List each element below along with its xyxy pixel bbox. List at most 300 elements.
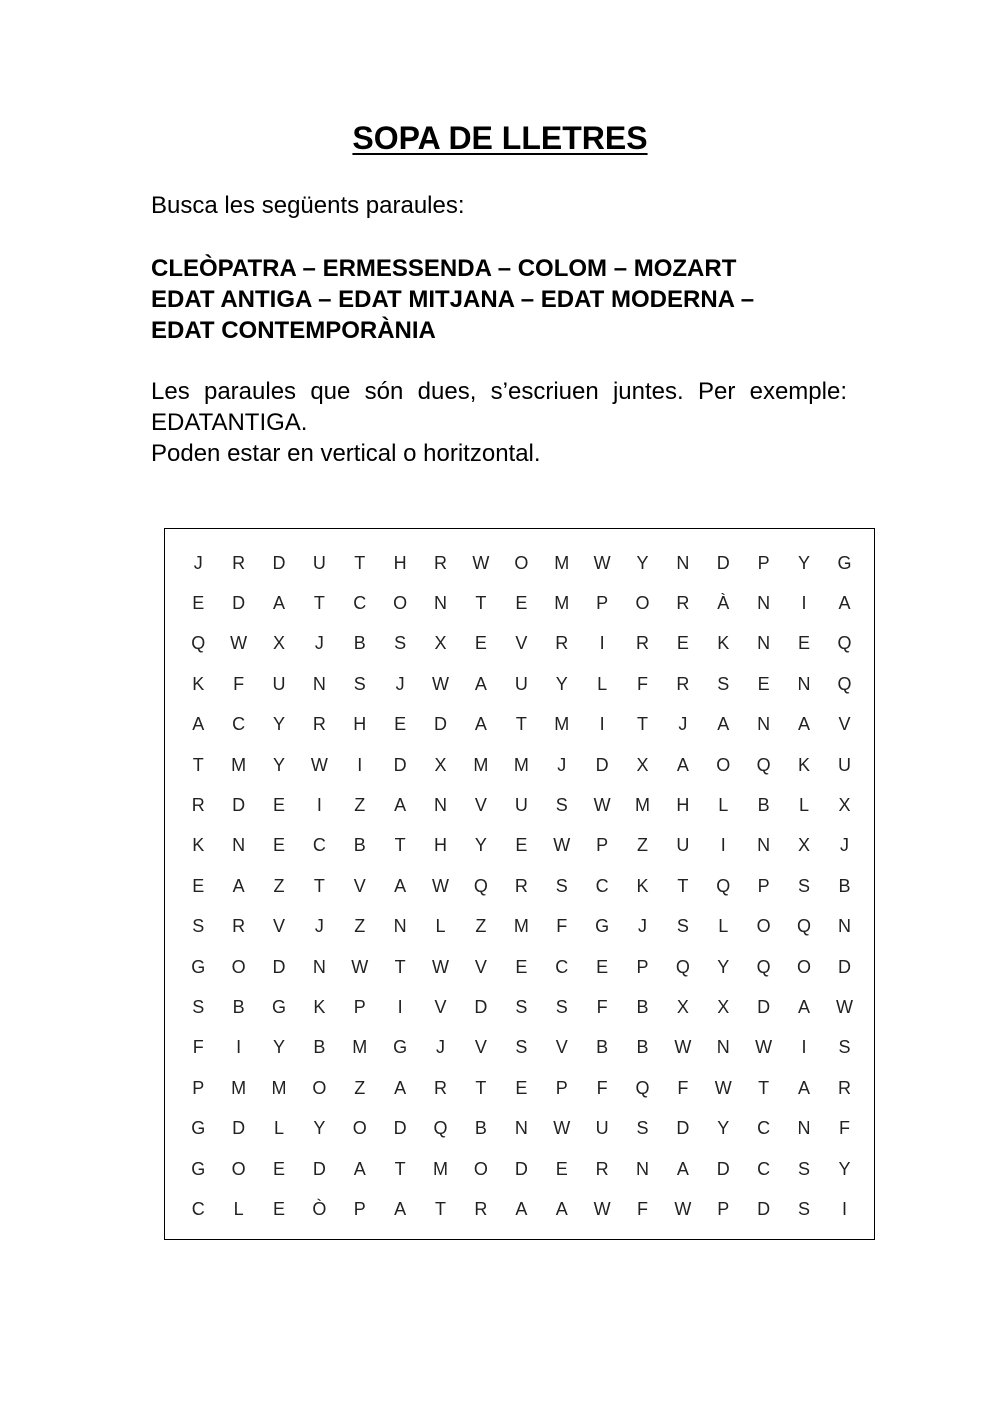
grid-letter[interactable]: S bbox=[838, 1037, 851, 1058]
grid-letter[interactable]: P bbox=[757, 552, 770, 573]
grid-letter[interactable]: B bbox=[232, 996, 245, 1017]
grid-letter[interactable]: X bbox=[798, 835, 811, 856]
grid-letter[interactable]: E bbox=[555, 1158, 568, 1179]
grid-letter[interactable]: P bbox=[353, 996, 366, 1017]
grid-letter[interactable]: V bbox=[555, 1037, 568, 1058]
grid-letter[interactable]: V bbox=[353, 875, 366, 896]
grid-letter[interactable]: C bbox=[191, 1198, 205, 1219]
grid-letter[interactable]: N bbox=[312, 673, 326, 694]
grid-letter[interactable]: R bbox=[514, 875, 528, 896]
grid-letter[interactable]: D bbox=[676, 1118, 690, 1139]
grid-letter[interactable]: E bbox=[272, 1198, 285, 1219]
grid-letter[interactable]: X bbox=[434, 633, 447, 654]
grid-letter[interactable]: A bbox=[394, 1077, 407, 1098]
grid-letter[interactable]: L bbox=[718, 916, 729, 937]
grid-letter[interactable]: Y bbox=[313, 1118, 326, 1139]
grid-letter[interactable]: A bbox=[394, 1198, 407, 1219]
grid-letter[interactable]: A bbox=[394, 875, 407, 896]
grid-letter[interactable]: F bbox=[636, 673, 648, 694]
grid-letter[interactable]: Q bbox=[716, 875, 731, 896]
grid-letter[interactable]: Z bbox=[354, 795, 366, 816]
grid-letter[interactable]: D bbox=[312, 1158, 326, 1179]
grid-letter[interactable]: Q bbox=[837, 633, 852, 654]
grid-letter[interactable]: E bbox=[676, 633, 689, 654]
grid-letter[interactable]: F bbox=[192, 1037, 204, 1058]
grid-letter[interactable]: L bbox=[718, 795, 729, 816]
grid-letter[interactable]: F bbox=[596, 1077, 608, 1098]
grid-letter[interactable]: S bbox=[192, 996, 205, 1017]
grid-letter[interactable]: X bbox=[838, 795, 851, 816]
grid-letter[interactable]: P bbox=[717, 1198, 730, 1219]
grid-letter[interactable]: J bbox=[314, 916, 324, 937]
grid-letter[interactable]: W bbox=[593, 552, 611, 573]
grid-letter[interactable]: A bbox=[798, 714, 811, 735]
grid-letter[interactable]: S bbox=[798, 1198, 811, 1219]
grid-letter[interactable]: U bbox=[312, 552, 326, 573]
grid-letter[interactable]: A bbox=[676, 1158, 689, 1179]
grid-letter[interactable]: X bbox=[272, 633, 285, 654]
grid-letter[interactable]: E bbox=[515, 593, 528, 614]
grid-letter[interactable]: B bbox=[636, 1037, 649, 1058]
grid-letter[interactable]: S bbox=[636, 1118, 649, 1139]
word-list-line: EDAT ANTIGA – EDAT MITJANA – EDAT MODERNA – bbox=[151, 286, 755, 313]
grid-letter[interactable]: C bbox=[555, 956, 569, 977]
grid-letter[interactable]: J bbox=[436, 1037, 446, 1058]
grid-letter[interactable]: C bbox=[757, 1158, 771, 1179]
intro-text: Busca les següents paraules: bbox=[151, 192, 465, 219]
grid-letter[interactable]: D bbox=[393, 1118, 407, 1139]
grid-letter[interactable]: L bbox=[435, 916, 446, 937]
grid-letter[interactable]: A bbox=[798, 996, 811, 1017]
grid-letter[interactable]: T bbox=[677, 875, 689, 896]
grid-letter[interactable]: X bbox=[717, 996, 730, 1017]
grid-letter[interactable]: E bbox=[394, 714, 407, 735]
grid-letter[interactable]: D bbox=[272, 552, 286, 573]
grid-letter[interactable]: F bbox=[636, 1198, 648, 1219]
grid-letter[interactable]: K bbox=[717, 633, 730, 654]
grid-letter[interactable]: N bbox=[837, 916, 851, 937]
grid-letter[interactable]: E bbox=[515, 835, 528, 856]
grid-letter[interactable]: N bbox=[797, 673, 811, 694]
grid-letter[interactable]: C bbox=[312, 835, 326, 856]
grid-letter[interactable]: Y bbox=[636, 552, 649, 573]
grid-letter[interactable]: R bbox=[555, 633, 569, 654]
word-list-line: CLEÒPATRA – ERMESSENDA – COLOM – MOZART bbox=[151, 255, 737, 282]
grid-letter[interactable]: C bbox=[757, 1118, 771, 1139]
grid-letter[interactable]: M bbox=[554, 714, 570, 735]
grid-letter[interactable]: T bbox=[394, 1158, 406, 1179]
grid-letter[interactable]: O bbox=[635, 593, 650, 614]
grid-letter[interactable]: E bbox=[515, 1077, 528, 1098]
grid-letter[interactable]: Ò bbox=[312, 1198, 327, 1219]
grid-letter[interactable]: W bbox=[472, 552, 490, 573]
grid-letter[interactable]: S bbox=[676, 916, 689, 937]
grid-letter[interactable]: X bbox=[434, 754, 447, 775]
grid-letter[interactable]: W bbox=[553, 1118, 571, 1139]
grid-letter[interactable]: Z bbox=[354, 1077, 366, 1098]
grid-letter[interactable]: S bbox=[353, 673, 366, 694]
grid-letter[interactable]: W bbox=[432, 956, 450, 977]
grid-letter[interactable]: D bbox=[434, 714, 448, 735]
grid-letter[interactable]: Q bbox=[191, 633, 206, 654]
grid-letter[interactable]: W bbox=[714, 1077, 732, 1098]
grid-letter[interactable]: B bbox=[757, 795, 770, 816]
grid-letter[interactable]: B bbox=[838, 875, 851, 896]
grid-letter[interactable]: I bbox=[801, 1037, 807, 1058]
grid-letter[interactable]: O bbox=[231, 956, 246, 977]
grid-letter[interactable]: P bbox=[596, 593, 609, 614]
grid-letter[interactable]: T bbox=[394, 956, 406, 977]
grid-letter[interactable]: C bbox=[595, 875, 609, 896]
grid-letter[interactable]: H bbox=[676, 795, 690, 816]
grid-letter[interactable]: W bbox=[351, 956, 369, 977]
grid-letter[interactable]: W bbox=[593, 795, 611, 816]
grid-letter[interactable]: W bbox=[674, 1198, 692, 1219]
grid-letter[interactable]: Y bbox=[474, 835, 487, 856]
grid-letter[interactable]: N bbox=[635, 1158, 649, 1179]
grid-letter[interactable]: S bbox=[798, 1158, 811, 1179]
instructions bbox=[151, 376, 847, 469]
grid-letter[interactable]: W bbox=[674, 1037, 692, 1058]
grid-letter[interactable]: E bbox=[192, 875, 205, 896]
grid-letter[interactable]: F bbox=[596, 996, 608, 1017]
grid-letter[interactable]: W bbox=[593, 1198, 611, 1219]
grid-letter[interactable]: U bbox=[514, 673, 528, 694]
grid-letter[interactable]: V bbox=[272, 916, 285, 937]
grid-letter[interactable]: R bbox=[232, 552, 246, 573]
grid-letter[interactable]: T bbox=[515, 714, 527, 735]
grid-letter[interactable]: D bbox=[595, 754, 609, 775]
grid-letter[interactable]: S bbox=[515, 996, 528, 1017]
grid-letter[interactable]: N bbox=[434, 593, 448, 614]
grid-letter[interactable]: D bbox=[232, 593, 246, 614]
grid-letter[interactable]: J bbox=[314, 633, 324, 654]
grid-letter[interactable]: D bbox=[232, 795, 246, 816]
grid-letter[interactable]: R bbox=[191, 795, 205, 816]
grid-letter[interactable]: G bbox=[191, 1118, 206, 1139]
grid-letter[interactable]: N bbox=[757, 835, 771, 856]
grid-letter[interactable]: Y bbox=[838, 1158, 851, 1179]
grid-letter[interactable]: R bbox=[232, 916, 246, 937]
grid-letter[interactable]: M bbox=[271, 1077, 287, 1098]
grid-letter[interactable]: N bbox=[757, 714, 771, 735]
grid-letter[interactable]: S bbox=[394, 633, 407, 654]
word-list-line: EDAT CONTEMPORÀNIA bbox=[151, 317, 436, 344]
grid-letter[interactable]: G bbox=[393, 1037, 408, 1058]
grid-letter[interactable]: Y bbox=[272, 754, 285, 775]
grid-letter[interactable]: D bbox=[232, 1118, 246, 1139]
grid-letter[interactable]: U bbox=[595, 1118, 609, 1139]
grid-letter[interactable]: T bbox=[313, 593, 325, 614]
grid-letter[interactable]: H bbox=[393, 552, 407, 573]
grid-letter[interactable]: O bbox=[231, 1158, 246, 1179]
grid-letter[interactable]: L bbox=[273, 1118, 284, 1139]
grid-letter[interactable]: Q bbox=[635, 1077, 650, 1098]
grid-letter[interactable]: S bbox=[555, 996, 568, 1017]
grid-letter[interactable]: R bbox=[837, 1077, 851, 1098]
grid-letter[interactable]: D bbox=[474, 996, 488, 1017]
grid-letter[interactable]: Y bbox=[272, 714, 285, 735]
grid-letter[interactable]: E bbox=[757, 673, 770, 694]
grid-letter[interactable]: G bbox=[595, 916, 610, 937]
grid-letter[interactable]: V bbox=[474, 956, 487, 977]
grid-letter[interactable]: Z bbox=[636, 835, 648, 856]
page-title bbox=[0, 120, 1000, 157]
grid-letter[interactable]: U bbox=[837, 754, 851, 775]
page-title-text: SOPA DE LLETRES bbox=[352, 120, 648, 156]
grid-letter[interactable]: J bbox=[678, 714, 688, 735]
grid-letter[interactable]: J bbox=[839, 835, 849, 856]
grid-letter[interactable]: O bbox=[756, 916, 771, 937]
grid-letter[interactable]: B bbox=[353, 835, 366, 856]
grid-letter[interactable]: M bbox=[554, 552, 570, 573]
grid-letter[interactable]: R bbox=[635, 633, 649, 654]
grid-letter[interactable]: N bbox=[757, 593, 771, 614]
grid-letter[interactable]: J bbox=[395, 673, 405, 694]
grid-letter[interactable]: O bbox=[352, 1118, 367, 1139]
grid-letter[interactable]: A bbox=[555, 1198, 568, 1219]
grid-letter[interactable]: E bbox=[596, 956, 609, 977]
grid-letter[interactable]: A bbox=[272, 593, 285, 614]
grid-letter[interactable]: D bbox=[716, 1158, 730, 1179]
grid-letter[interactable]: W bbox=[432, 875, 450, 896]
grid-letter[interactable]: B bbox=[353, 633, 366, 654]
grid-letter[interactable]: I bbox=[841, 1198, 847, 1219]
grid-letter[interactable]: A bbox=[798, 1077, 811, 1098]
grid-letter[interactable]: W bbox=[755, 1037, 773, 1058]
grid-letter[interactable]: M bbox=[352, 1037, 368, 1058]
grid-letter[interactable]: G bbox=[271, 996, 286, 1017]
grid-letter[interactable]: F bbox=[233, 673, 245, 694]
instructions-line-joined-words: Les paraules que són dues, s’escriuen juntes. Per exemple: EDATANTIGA. bbox=[151, 378, 847, 436]
instructions-line-directions: Poden estar en vertical o horitzontal. bbox=[151, 440, 541, 467]
grid-letter[interactable]: Q bbox=[756, 754, 771, 775]
grid-letter[interactable]: I bbox=[599, 714, 605, 735]
grid-letter[interactable]: W bbox=[230, 633, 248, 654]
grid-letter[interactable]: T bbox=[475, 1077, 487, 1098]
grid-letter[interactable]: R bbox=[676, 593, 690, 614]
grid-letter[interactable]: O bbox=[716, 754, 731, 775]
grid-letter[interactable]: P bbox=[636, 956, 649, 977]
grid-letter[interactable]: D bbox=[716, 552, 730, 573]
grid-letter[interactable]: A bbox=[353, 1158, 366, 1179]
grid-letter[interactable]: N bbox=[232, 835, 246, 856]
grid-letter[interactable]: A bbox=[515, 1198, 528, 1219]
grid-letter[interactable]: L bbox=[799, 795, 810, 816]
grid-letter[interactable]: Q bbox=[473, 875, 488, 896]
grid-letter[interactable]: D bbox=[393, 754, 407, 775]
grid-letter[interactable]: U bbox=[676, 835, 690, 856]
grid-letter[interactable]: W bbox=[432, 673, 450, 694]
grid-letter[interactable]: R bbox=[434, 552, 448, 573]
grid-letter[interactable]: M bbox=[433, 1158, 449, 1179]
grid-letter[interactable]: P bbox=[555, 1077, 568, 1098]
grid-letter[interactable]: N bbox=[797, 1118, 811, 1139]
grid-letter[interactable]: V bbox=[474, 795, 487, 816]
grid-letter[interactable]: S bbox=[555, 795, 568, 816]
grid-letter[interactable]: S bbox=[798, 875, 811, 896]
grid-letter[interactable]: S bbox=[555, 875, 568, 896]
grid-letter[interactable]: L bbox=[597, 673, 608, 694]
grid-letter[interactable]: W bbox=[835, 996, 853, 1017]
grid-letter[interactable]: S bbox=[192, 916, 205, 937]
grid-letter[interactable]: F bbox=[838, 1118, 850, 1139]
grid-letter[interactable]: Q bbox=[433, 1118, 448, 1139]
grid-letter[interactable]: I bbox=[397, 996, 403, 1017]
grid-letter[interactable]: I bbox=[357, 754, 363, 775]
grid-letter[interactable]: Z bbox=[273, 875, 285, 896]
grid-letter[interactable]: K bbox=[192, 835, 205, 856]
grid-letter[interactable]: T bbox=[354, 552, 366, 573]
grid-letter[interactable]: R bbox=[434, 1077, 448, 1098]
grid-letter[interactable]: P bbox=[596, 835, 609, 856]
grid-letter[interactable]: X bbox=[676, 996, 689, 1017]
grid-letter[interactable]: A bbox=[192, 714, 205, 735]
grid-letter[interactable]: E bbox=[515, 956, 528, 977]
grid-letter[interactable]: C bbox=[353, 593, 367, 614]
grid-letter[interactable]: C bbox=[232, 714, 246, 735]
grid-letter[interactable]: A bbox=[232, 875, 245, 896]
grid-letter[interactable]: O bbox=[514, 552, 529, 573]
grid-letter[interactable]: B bbox=[596, 1037, 609, 1058]
grid-letter[interactable]: I bbox=[316, 795, 322, 816]
grid-letter[interactable]: R bbox=[676, 673, 690, 694]
grid-letter[interactable]: Z bbox=[354, 916, 366, 937]
grid-letter[interactable]: T bbox=[636, 714, 648, 735]
grid-letter[interactable]: D bbox=[757, 1198, 771, 1219]
grid-letter[interactable]: G bbox=[191, 1158, 206, 1179]
grid-letter[interactable]: E bbox=[272, 795, 285, 816]
grid-letter[interactable]: L bbox=[233, 1198, 244, 1219]
grid-letter[interactable]: T bbox=[313, 875, 325, 896]
grid-letter[interactable]: R bbox=[595, 1158, 609, 1179]
grid-letter[interactable]: A bbox=[474, 714, 487, 735]
grid-letter[interactable]: E bbox=[474, 633, 487, 654]
grid-letter[interactable]: V bbox=[434, 996, 447, 1017]
grid-letter[interactable]: W bbox=[310, 754, 328, 775]
grid-letter[interactable]: B bbox=[636, 996, 649, 1017]
grid-letter[interactable]: I bbox=[720, 835, 726, 856]
grid-letter[interactable]: A bbox=[838, 593, 851, 614]
grid-letter[interactable]: G bbox=[191, 956, 206, 977]
grid-letter[interactable]: Y bbox=[717, 1118, 730, 1139]
grid-letter[interactable]: Z bbox=[475, 916, 487, 937]
grid-letter[interactable]: E bbox=[272, 835, 285, 856]
grid-letter[interactable]: V bbox=[474, 1037, 487, 1058]
grid-letter[interactable]: Y bbox=[798, 552, 811, 573]
grid-letter[interactable]: I bbox=[801, 593, 807, 614]
grid-letter[interactable]: X bbox=[636, 754, 649, 775]
grid-letter[interactable]: N bbox=[676, 552, 690, 573]
grid-letter[interactable]: S bbox=[717, 673, 730, 694]
grid-letter[interactable]: O bbox=[312, 1077, 327, 1098]
grid-letter[interactable]: M bbox=[634, 795, 650, 816]
grid-letter[interactable]: Y bbox=[717, 956, 730, 977]
grid-letter[interactable]: Q bbox=[756, 956, 771, 977]
grid-letter[interactable]: M bbox=[473, 754, 489, 775]
grid-letter[interactable]: Y bbox=[272, 1037, 285, 1058]
grid-letter[interactable]: D bbox=[757, 996, 771, 1017]
grid-letter[interactable]: D bbox=[272, 956, 286, 977]
grid-letter[interactable]: Q bbox=[797, 916, 812, 937]
grid-letter[interactable]: A bbox=[474, 673, 487, 694]
grid-letter[interactable]: R bbox=[474, 1198, 488, 1219]
grid-letter[interactable]: O bbox=[393, 593, 408, 614]
grid-letter[interactable]: O bbox=[473, 1158, 488, 1179]
grid-letter[interactable]: B bbox=[474, 1118, 487, 1139]
grid-letter[interactable]: V bbox=[515, 633, 528, 654]
grid-letter[interactable]: K bbox=[192, 673, 205, 694]
grid-letter[interactable]: O bbox=[797, 956, 812, 977]
grid-letter[interactable]: N bbox=[757, 633, 771, 654]
grid-letter[interactable]: U bbox=[514, 795, 528, 816]
grid-letter[interactable]: À bbox=[717, 593, 730, 614]
grid-letter[interactable]: D bbox=[837, 956, 851, 977]
grid-letter[interactable]: N bbox=[514, 1118, 528, 1139]
grid-letter[interactable]: M bbox=[554, 593, 570, 614]
grid-letter[interactable]: N bbox=[312, 956, 326, 977]
grid-letter[interactable]: E bbox=[192, 593, 205, 614]
grid-letter[interactable]: J bbox=[193, 552, 203, 573]
grid-letter[interactable]: Q bbox=[675, 956, 690, 977]
grid-letter[interactable]: W bbox=[553, 835, 571, 856]
grid-letter[interactable]: Y bbox=[555, 673, 568, 694]
grid-letter[interactable]: P bbox=[757, 875, 770, 896]
grid-letter[interactable]: I bbox=[236, 1037, 242, 1058]
grid-letter[interactable]: S bbox=[515, 1037, 528, 1058]
grid-letter[interactable]: M bbox=[513, 754, 529, 775]
grid-letter[interactable]: T bbox=[435, 1198, 447, 1219]
grid-letter[interactable]: A bbox=[717, 714, 730, 735]
grid-letter[interactable]: K bbox=[798, 754, 811, 775]
grid-letter[interactable]: T bbox=[192, 754, 204, 775]
grid-letter[interactable]: T bbox=[394, 835, 406, 856]
grid-letter[interactable]: Q bbox=[837, 673, 852, 694]
grid-letter[interactable]: F bbox=[677, 1077, 689, 1098]
grid-letter[interactable]: D bbox=[514, 1158, 528, 1179]
grid-letter[interactable]: F bbox=[556, 916, 568, 937]
grid-letter[interactable]: T bbox=[758, 1077, 770, 1098]
grid-letter[interactable]: N bbox=[716, 1037, 730, 1058]
grid-letter[interactable]: N bbox=[434, 795, 448, 816]
grid-letter[interactable]: H bbox=[434, 835, 448, 856]
grid-letter[interactable]: E bbox=[798, 633, 811, 654]
grid-letter[interactable]: G bbox=[837, 552, 852, 573]
grid-letter[interactable]: P bbox=[192, 1077, 205, 1098]
grid-letter[interactable]: J bbox=[637, 916, 647, 937]
grid-letter[interactable]: R bbox=[312, 714, 326, 735]
grid-letter[interactable]: N bbox=[393, 916, 407, 937]
grid-letter[interactable]: K bbox=[313, 996, 326, 1017]
grid-letter[interactable]: M bbox=[231, 1077, 247, 1098]
grid-letter[interactable]: I bbox=[599, 633, 605, 654]
grid-letter[interactable]: H bbox=[353, 714, 367, 735]
grid-letter[interactable]: A bbox=[394, 795, 407, 816]
word-list bbox=[151, 253, 851, 346]
grid-letter[interactable]: V bbox=[838, 714, 851, 735]
grid-letter[interactable]: M bbox=[513, 916, 529, 937]
grid-letter[interactable]: E bbox=[272, 1158, 285, 1179]
grid-letter[interactable]: B bbox=[313, 1037, 326, 1058]
grid-letter[interactable]: T bbox=[475, 593, 487, 614]
grid-letter[interactable]: J bbox=[557, 754, 567, 775]
grid-letter[interactable]: A bbox=[676, 754, 689, 775]
grid-letter[interactable]: M bbox=[231, 754, 247, 775]
grid-letter[interactable]: K bbox=[636, 875, 649, 896]
grid-letter[interactable]: U bbox=[272, 673, 286, 694]
grid-letter[interactable]: P bbox=[353, 1198, 366, 1219]
word-search-grid bbox=[178, 543, 865, 1230]
